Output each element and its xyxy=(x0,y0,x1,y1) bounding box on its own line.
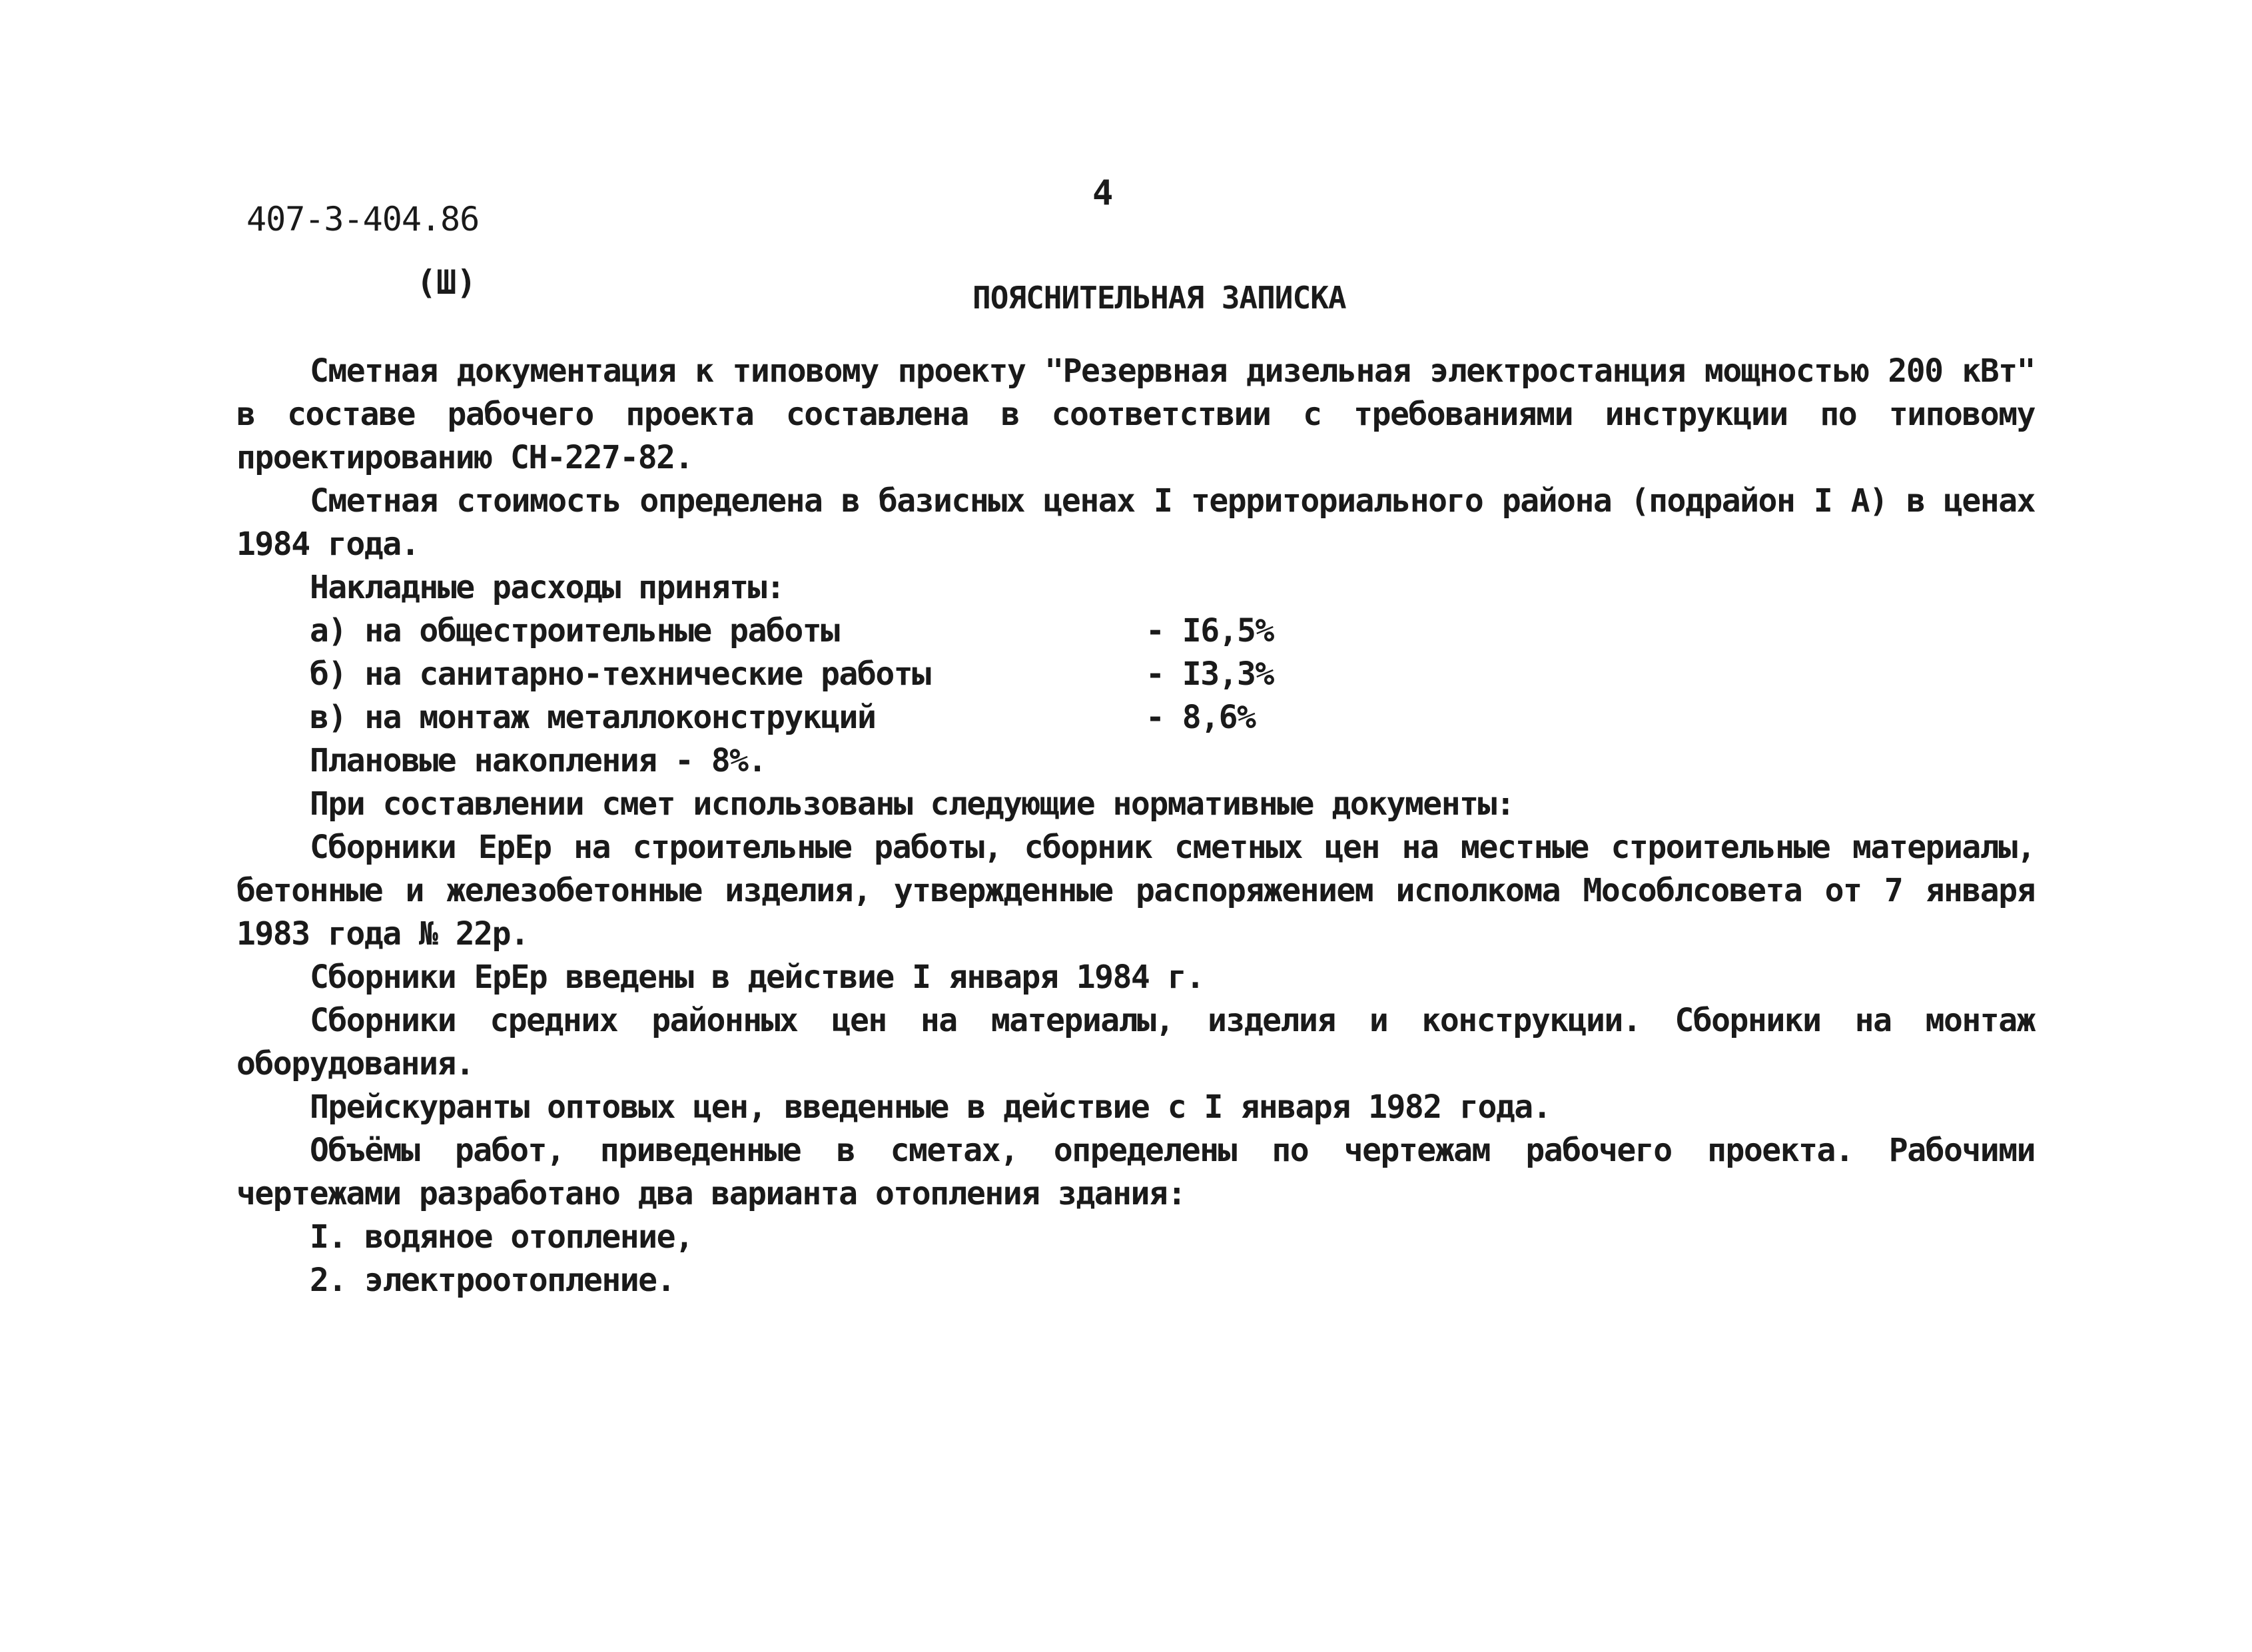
explanatory-note-body xyxy=(236,350,2035,1302)
heating-variant-water: I. водяное отопление, xyxy=(310,1218,693,1256)
document-code: 407-3-404.86 xyxy=(246,200,480,238)
overhead-label: б) на санитарно-технические работы xyxy=(310,655,931,693)
overhead-label: а) на общестроительные работы xyxy=(310,612,839,649)
paragraph-work-volumes: Объёмы работ, приведенные в сметах, определены по чертежам рабочего проекта. Рабочими чертежами разработано два варианта отопления здания: xyxy=(236,1132,2035,1212)
overhead-item-metal-structures xyxy=(236,696,2035,739)
overhead-value: - I3,3% xyxy=(1146,655,1274,693)
overhead-label: в) на монтаж металлоконструкций xyxy=(310,699,876,736)
issue-mark: (Ш) xyxy=(416,263,477,302)
paragraph-planned-savings: Плановые накопления - 8%. xyxy=(310,742,766,779)
page-number: 4 xyxy=(1092,173,1114,213)
paragraph-collections: Сборники ЕрЕр на строительные работы, сборник сметных цен на местные строительные материалы, бетонные и железобетонные изделия, утвержденные распоряжением исполкома Мособлсовета от 7 января 1983 года № 22р. xyxy=(236,829,2035,953)
overhead-item-general-construction xyxy=(236,610,2035,653)
overhead-value: - 8,6% xyxy=(1146,699,1256,736)
paragraph-regional-prices: Сборники средних районных цен на материалы, изделия и конструкции. Сборники на монтаж оборудования. xyxy=(236,1002,2035,1082)
overhead-value: - I6,5% xyxy=(1146,612,1274,649)
page-title: ПОЯСНИТЕЛЬНАЯ ЗАПИСКА xyxy=(972,280,1346,316)
overhead-item-sanitary xyxy=(236,653,2035,696)
paragraph-project-scope: Сметная документация к типовому проекту "Резервная дизельная электростанция мощностью 200 кВт" в составе рабочего проекта составлена в соответствии с требованиями инструкции по типовому проектированию СН-227-82. xyxy=(236,352,2035,476)
heating-variant-electric: 2. электроотопление. xyxy=(310,1262,675,1299)
paragraph-cost-basis: Сметная стоимость определена в базисных ценах I территориального района (подрайон I А) в ценах 1984 года. xyxy=(236,482,2035,563)
paragraph-collections-effective: Сборники ЕрЕр введены в действие I января 1984 г. xyxy=(310,959,1204,996)
paragraph-price-lists: Прейскуранты оптовых цен, введенные в действие с I января 1982 года. xyxy=(310,1088,1551,1126)
paragraph-normative-docs-intro: При составлении смет использованы следующие нормативные документы: xyxy=(310,785,1515,823)
paragraph-overheads-intro: Накладные расходы приняты: xyxy=(310,569,785,606)
